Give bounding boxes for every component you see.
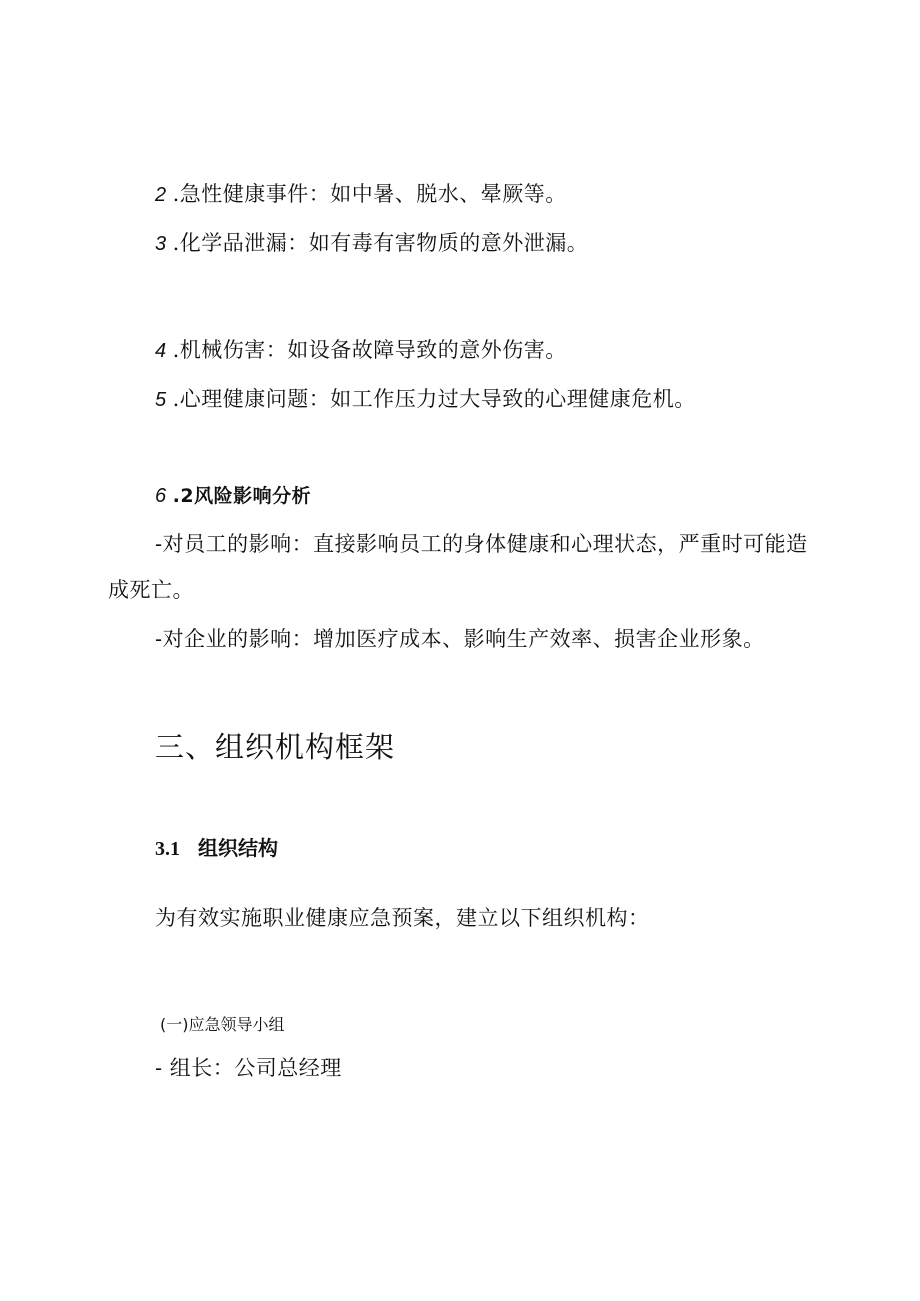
list-item-text: .机械伤害：如设备故障导致的意外伤害。 bbox=[172, 338, 567, 362]
list-item-text: .急性健康事件：如中暑、脱水、晕厥等。 bbox=[172, 182, 567, 206]
subsection-heading bbox=[155, 834, 278, 863]
employee-impact-line2: 成死亡。 bbox=[108, 578, 194, 602]
list-item bbox=[155, 335, 567, 366]
employee-impact-line1: -对员工的影响：直接影响员工的身体健康和心理状态，严重时可能造 bbox=[155, 532, 808, 556]
subsection-number: 3.1 bbox=[155, 838, 180, 860]
enterprise-impact: -对企业的影响：增加医疗成本、影响生产效率、损害企业形象。 bbox=[155, 627, 765, 651]
intro-paragraph: 为有效实施职业健康应急预案，建立以下组织机构： bbox=[155, 906, 650, 930]
list-item bbox=[155, 228, 588, 259]
group-leader-item: - 组长：公司总经理 bbox=[155, 1056, 342, 1080]
list-item-number: 2 bbox=[155, 184, 167, 206]
list-item-number: 3 bbox=[155, 233, 167, 255]
list-item-text: .心理健康问题：如工作压力过大导致的心理健康危机。 bbox=[172, 387, 696, 411]
risk-impact-subheading bbox=[155, 481, 311, 511]
list-item bbox=[155, 384, 696, 415]
subheading-number: 6 bbox=[155, 485, 167, 507]
list-item-text: .化学品泄漏：如有毒有害物质的意外泄漏。 bbox=[172, 231, 589, 255]
leadership-group-heading: (一)应急领导小组 bbox=[160, 1015, 285, 1034]
list-item-number: 5 bbox=[155, 389, 167, 411]
subsection-title: 组织结构 bbox=[198, 836, 278, 860]
section-title: 三、组织机构框架 bbox=[155, 730, 396, 764]
subheading-text: .2风险影响分析 bbox=[172, 485, 312, 507]
list-item bbox=[155, 179, 567, 210]
list-item-number: 4 bbox=[155, 340, 167, 362]
